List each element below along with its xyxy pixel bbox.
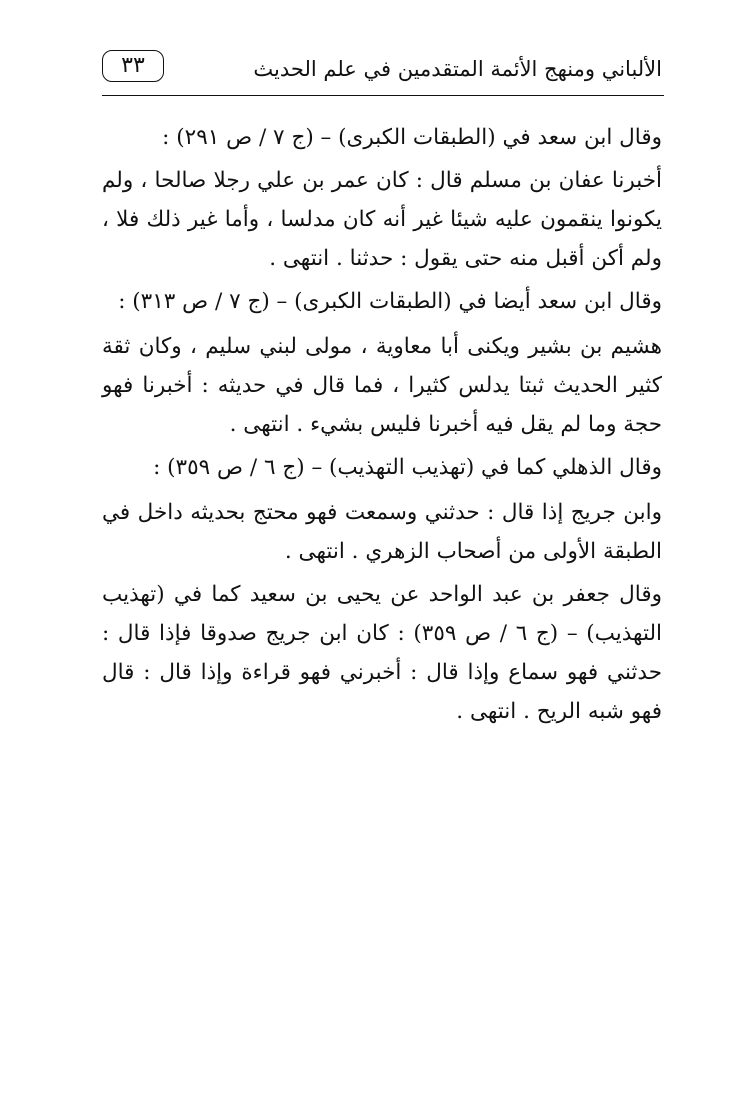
main-text [102, 118, 662, 735]
quote-paragraph: أخبرنا عفان بن مسلم قال : كان عمر بن علي رجلا صالحا ، ولم يكونوا ينقمون عليه شيئا غير أنه كان مدلسا ، وأما غير ذلك فلا ، ولم أكن أقبل منه حتى يقول : حدثنا . انتهى . [102, 168, 662, 271]
quote-paragraph: وقال جعفر بن عبد الواحد عن يحيى بن سعيد كما في (تهذيب التهذيب) – (ج ٦ / ص ٣٥٩) : كان ابن جريج صدوقا فإذا قال : حدثني فهو سماع وإذا قال : أخبرني فهو قراءة وإذا قال : قال فهو شبه الريح . انتهى . [102, 582, 662, 724]
page-number: ٣٣ [102, 50, 164, 82]
citation-paragraph: وقال الذهلي كما في (تهذيب التهذيب) – (ج ٦ / ص ٣٥٩) : [153, 455, 662, 480]
page-header [102, 46, 662, 94]
quote-paragraph: هشيم بن بشير ويكنى أبا معاوية ، مولى لبني سليم ، وكان ثقة كثير الحديث ثبتا يدلس كثيرا ، فما قال في حديثه : أخبرنا فهو حجة وما لم يقل فيه أخبرنا فليس بشيء . انتهى . [102, 334, 662, 437]
quote-paragraph: وابن جريج إذا قال : حدثني وسمعت فهو محتج بحديثه داخل في الطبقة الأولى من أصحاب الزهري . انتهى . [102, 500, 662, 564]
citation-paragraph: وقال ابن سعد في (الطبقات الكبرى) – (ج ٧ / ص ٢٩١) : [162, 125, 662, 150]
running-title: الألباني ومنهج الأئمة المتقدمين في علم الحديث [253, 57, 662, 81]
header-divider [102, 95, 664, 96]
citation-paragraph: وقال ابن سعد أيضا في (الطبقات الكبرى) – (ج ٧ / ص ٣١٣) : [118, 289, 662, 314]
